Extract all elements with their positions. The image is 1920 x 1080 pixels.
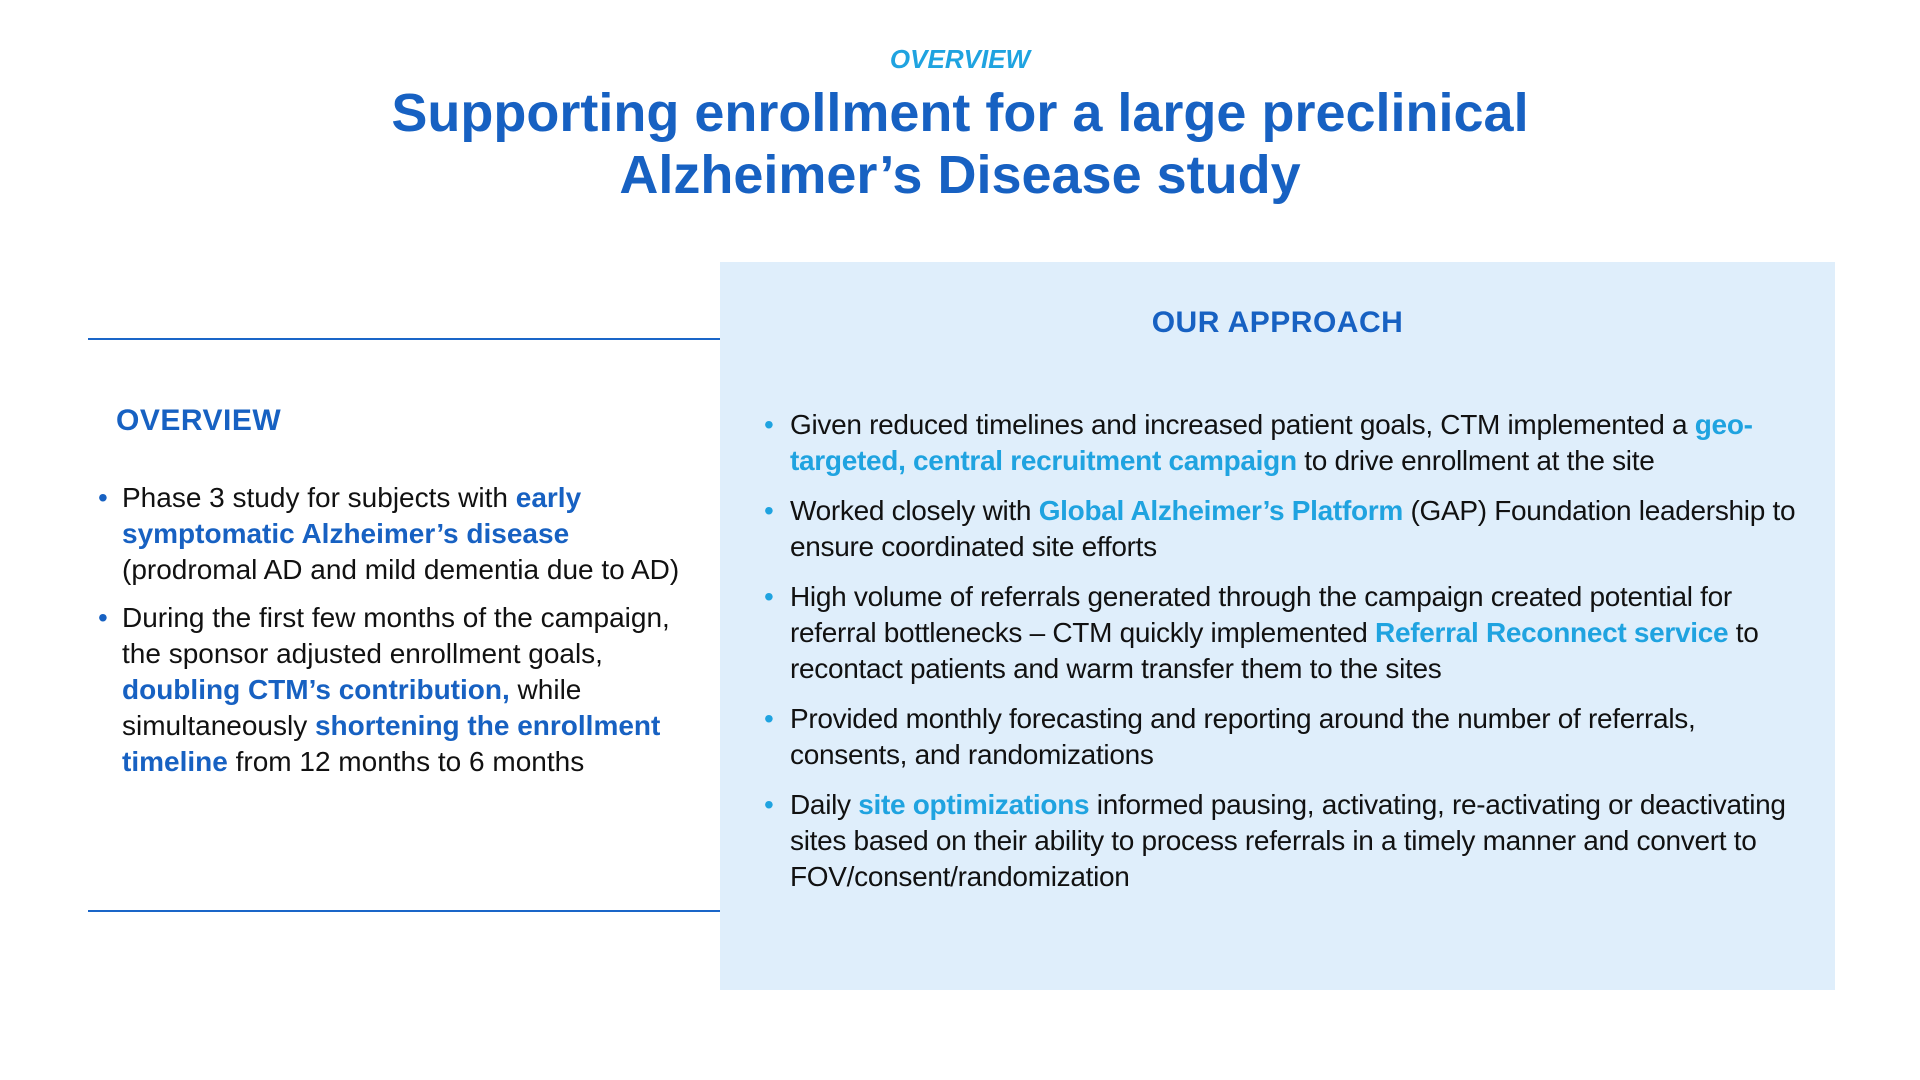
approach-item-3-highlight: Referral Reconnect service [1375, 617, 1729, 648]
approach-item-1-text-2: to drive enrollment at the site [1296, 445, 1655, 476]
overview-heading: OVERVIEW [116, 404, 282, 437]
bullet-icon: • [764, 495, 774, 526]
approach-item-3-text-2: to recontact patients and warm transfer them to the sites [790, 617, 1759, 684]
bullet-icon: • [764, 581, 774, 612]
bullet-icon: • [98, 602, 108, 633]
overview-item-2-text-1: During the first few months of the campaign, the sponsor adjusted enrollment goals, [122, 602, 670, 669]
approach-item-5 [762, 787, 1802, 895]
overview-item-2-highlight-2: shortening the enrollment timeline [122, 710, 661, 777]
overview-top-divider [88, 338, 720, 340]
page-title-line-1: Supporting enrollment for a large preclinical [391, 83, 1529, 143]
overview-item-2-text-3: from 12 months to 6 months [227, 746, 585, 777]
bullet-icon: • [98, 482, 108, 513]
bullet-icon: • [764, 789, 774, 820]
overview-list [96, 480, 696, 792]
approach-item-2-highlight: Global Alzheimer’s Platform [1038, 495, 1403, 526]
approach-item-4-text-1: Provided monthly forecasting and reporting around the number of referrals, consents, and randomizations [790, 703, 1696, 770]
approach-item-1 [762, 407, 1802, 479]
page-title [0, 82, 1920, 206]
approach-item-3-text-1: High volume of referrals generated through the campaign created potential for referral bottlenecks – CTM quickly implemented [790, 581, 1732, 648]
approach-item-1-highlight: geo-targeted, central recruitment campaign [790, 409, 1753, 476]
approach-panel [720, 262, 1835, 990]
overview-item-2-text-2: while simultaneously [122, 674, 582, 741]
overview-bottom-divider [88, 910, 720, 912]
approach-list [762, 407, 1802, 909]
approach-item-2-text-1: Worked closely with [790, 495, 1039, 526]
approach-item-2 [762, 493, 1802, 565]
approach-heading: OUR APPROACH [1151, 306, 1404, 339]
overview-item-1-text-1: Phase 3 study for subjects with [122, 482, 516, 513]
bullet-icon: • [764, 703, 774, 734]
eyebrow-label: OVERVIEW [889, 44, 1031, 74]
approach-item-3 [762, 579, 1802, 687]
approach-item-1-text-1: Given reduced timelines and increased patient goals, CTM implemented a [790, 409, 1695, 440]
overview-item-2 [96, 600, 696, 780]
overview-item-1-highlight-1: early symptomatic Alzheimer’s disease [122, 482, 582, 549]
bullet-icon: • [764, 409, 774, 440]
approach-item-4 [762, 701, 1802, 773]
approach-item-5-text-1: Daily [790, 789, 859, 820]
approach-item-2-text-2: (GAP) Foundation leadership to ensure coordinated site efforts [790, 495, 1796, 562]
approach-item-5-highlight: site optimizations [858, 789, 1090, 820]
overview-item-1-text-2: (prodromal AD and mild dementia due to AD) [122, 554, 680, 585]
page-title-line-2: Alzheimer’s Disease study [619, 145, 1301, 205]
approach-item-5-text-2: informed pausing, activating, re-activating or deactivating sites based on their ability to process referrals in a timely manner and convert to FOV/consent/randomization [790, 789, 1786, 892]
overview-item-2-highlight-1: doubling CTM’s contribution, [122, 674, 510, 705]
overview-item-1 [96, 480, 696, 588]
